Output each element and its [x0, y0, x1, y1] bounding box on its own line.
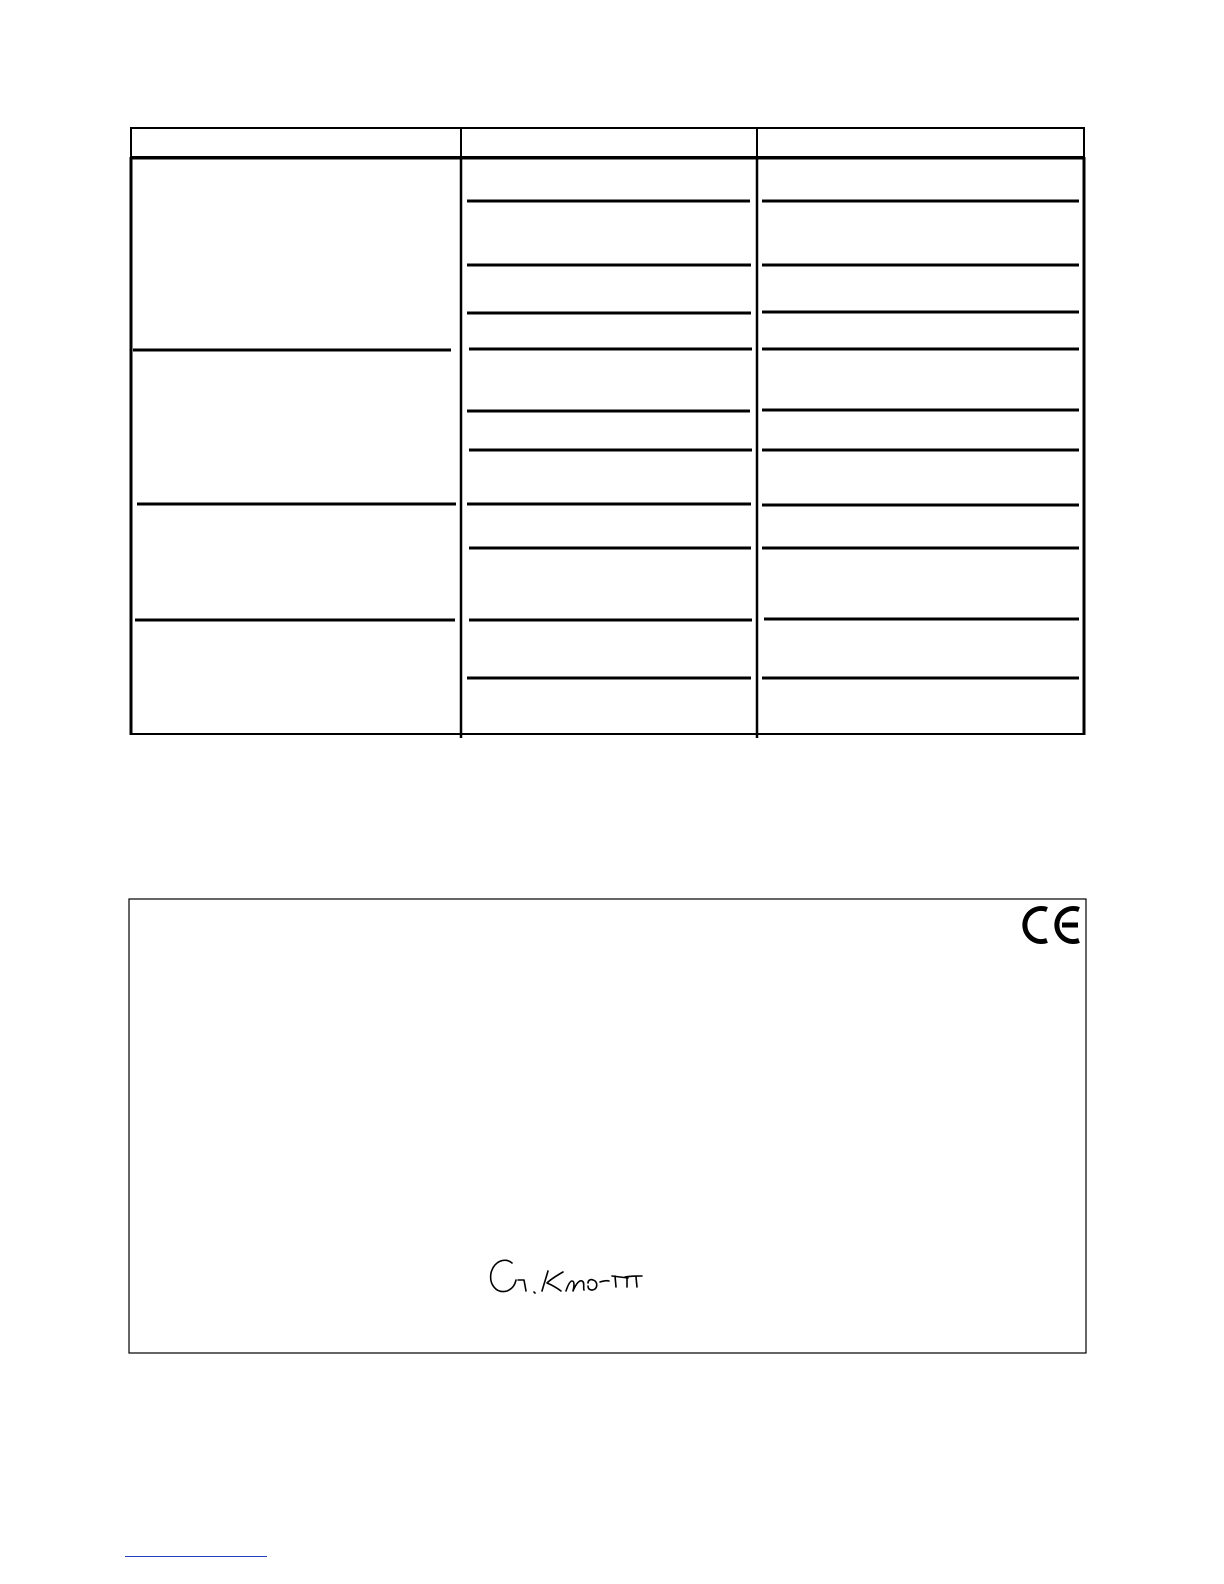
conformity-declaration-box	[129, 899, 1086, 1353]
ce-mark-icon	[1025, 908, 1079, 941]
handwritten-signature-icon	[491, 1260, 642, 1293]
troubleshooting-table	[131, 128, 1084, 738]
footer-rule	[125, 1556, 267, 1557]
middle-column-row-separators	[467, 201, 752, 678]
table-header-row	[131, 128, 1084, 157]
cause-group-separators	[133, 350, 456, 620]
conformity-box-border	[129, 899, 1086, 1353]
right-column-row-separators	[762, 201, 1079, 678]
